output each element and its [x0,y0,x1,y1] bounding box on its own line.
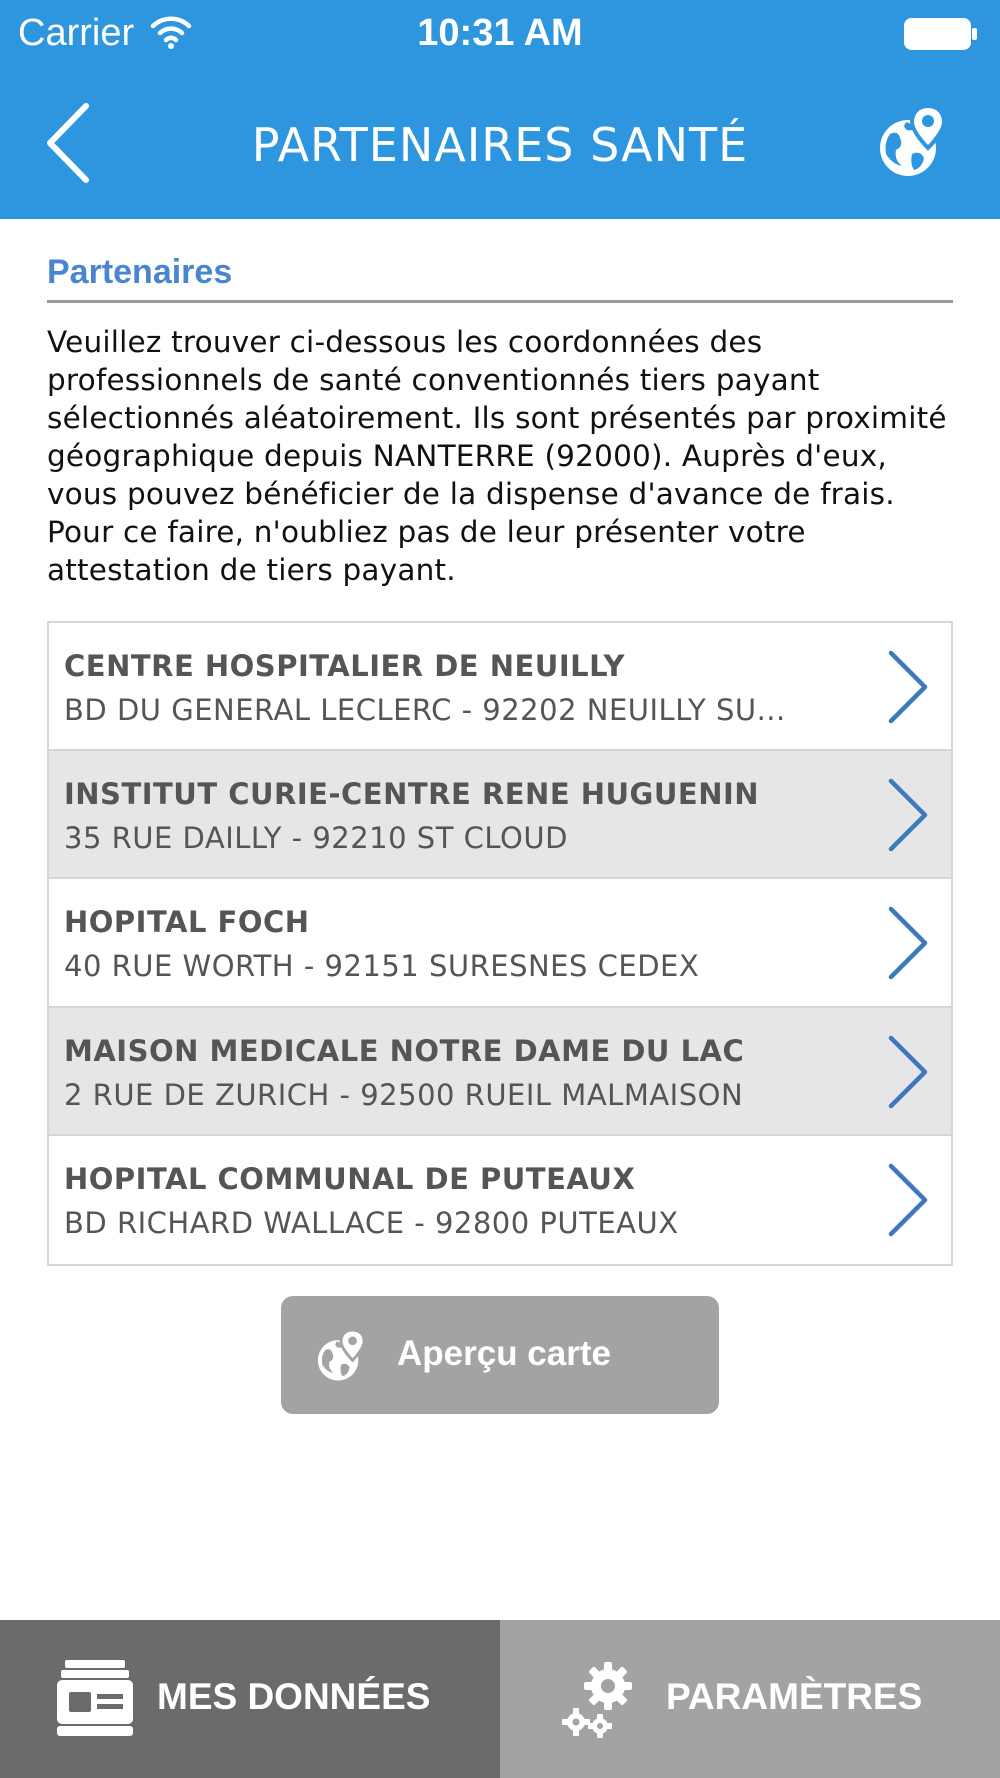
partner-name: HOPITAL COMMUNAL DE PUTEAUX [64,1161,636,1196]
list-item[interactable] [49,1008,951,1136]
list-item[interactable] [49,751,951,879]
chevron-right-icon [885,905,929,981]
globe-pin-icon[interactable] [876,104,948,180]
chevron-right-icon [885,1162,929,1238]
page-title: PARTENAIRES SANTÉ [251,118,749,172]
carrier-label: Carrier [18,12,135,54]
tab-label: MES DONNÉES [157,1676,431,1717]
top-bar [0,0,1000,219]
partner-name: HOPITAL FOCH [64,905,310,940]
partner-address: BD DU GENERAL LECLERC - 92202 NEUILLY SU... [64,693,786,727]
chevron-right-icon [885,1034,929,1110]
gears-icon [560,1656,640,1740]
tab-bar [0,1620,1000,1778]
main-content [47,219,953,589]
partner-list [47,621,953,1266]
battery-icon [904,18,978,50]
map-preview-button[interactable] [281,1296,719,1414]
intro-text: Veuillez trouver ci-dessous les coordonnées des professionnels de santé conventionnés tiers payant sélectionnés aléatoirement. Ils sont présentés par proximité géographique depuis NANTERRE (92000). Auprès d'eux, vous pouvez bénéficier de la dispense d'avance de frais. Pour ce faire, n'oubliez pas de leur présenter votre attestation de tiers payant. [47,325,947,587]
partner-address: BD RICHARD WALLACE - 92800 PUTEAUX [64,1205,679,1240]
status-time: 10:31 AM [417,12,583,54]
partner-name: CENTRE HOSPITALIER DE NEUILLY [64,649,626,683]
tab-label: PARAMÈTRES [666,1676,923,1717]
map-preview-label: Aperçu carte [397,1334,611,1373]
list-item[interactable] [49,623,951,751]
list-item[interactable] [49,1136,951,1264]
section-title: Partenaires [47,253,953,303]
tab-parametres[interactable] [500,1620,1000,1778]
globe-pin-icon [315,1328,367,1384]
chevron-right-icon [885,649,929,725]
list-item[interactable] [49,879,951,1007]
partner-name: MAISON MEDICALE NOTRE DAME DU LAC [64,1033,745,1068]
partner-address: 40 RUE WORTH - 92151 SURESNES CEDEX [64,949,700,984]
chevron-right-icon [885,777,929,853]
partner-address: 2 RUE DE ZURICH - 92500 RUEIL MALMAISON [64,1077,744,1112]
partner-address: 35 RUE DAILLY - 92210 ST CLOUD [64,821,568,856]
card-stack-icon [55,1656,135,1740]
tab-mes-donnees[interactable] [0,1620,500,1778]
status-bar [0,0,1000,70]
navigation-bar [0,70,1000,219]
partner-name: INSTITUT CURIE-CENTRE RENE HUGUENIN [64,777,760,812]
